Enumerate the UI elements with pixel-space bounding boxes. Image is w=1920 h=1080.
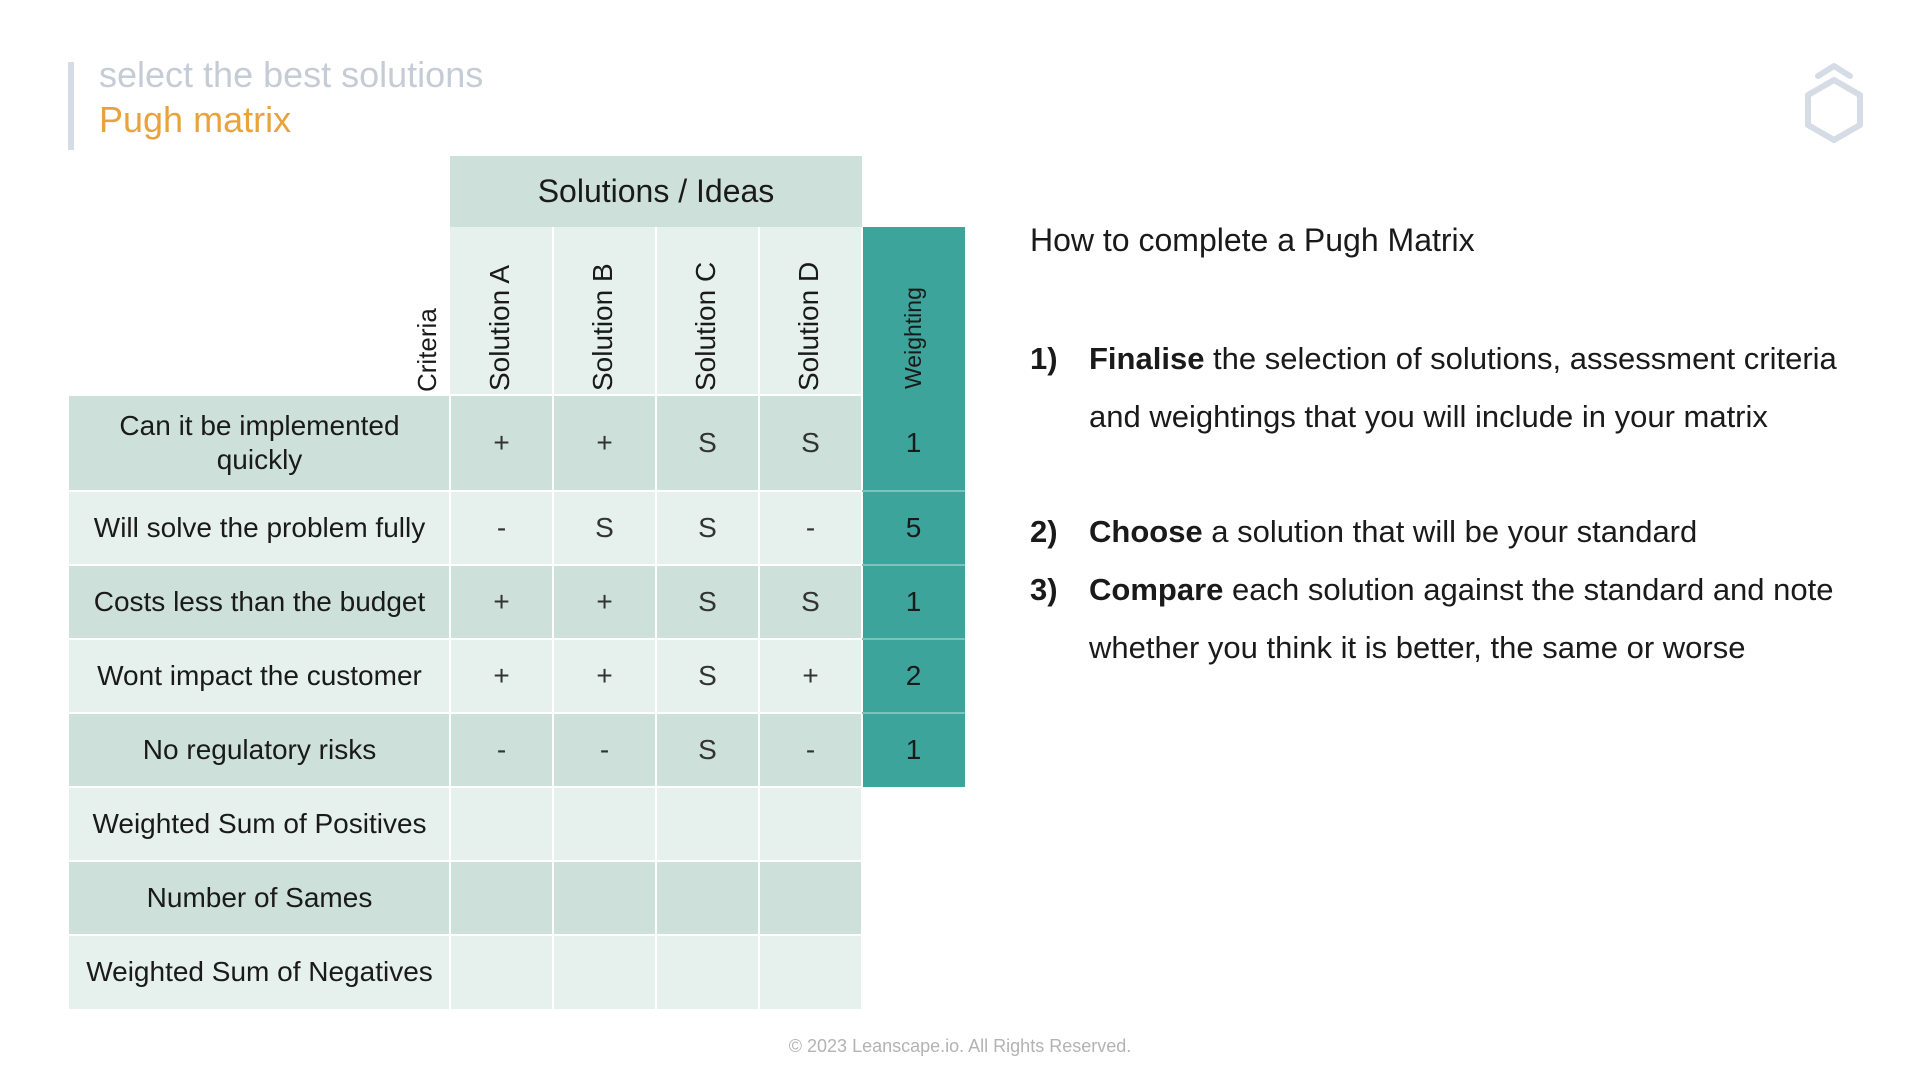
score-cell: + xyxy=(553,395,656,491)
score-cell: S xyxy=(553,491,656,565)
summary-label: Number of Sames xyxy=(69,861,450,935)
grid-line xyxy=(69,712,862,714)
criterion-label: Wont impact the customer xyxy=(69,639,450,713)
score-cell: + xyxy=(450,639,553,713)
grid-line xyxy=(69,860,862,862)
score-cell: - xyxy=(450,491,553,565)
grid-line xyxy=(862,564,965,566)
weighting-cell: 5 xyxy=(862,491,965,565)
grid-line xyxy=(862,712,965,714)
grid-line xyxy=(69,490,862,492)
grid-line xyxy=(449,395,451,1009)
criteria-header: Criteria xyxy=(412,308,442,392)
summary-cell xyxy=(553,935,656,1009)
title-accent-bar xyxy=(68,62,74,150)
criterion-label: Will solve the problem fully xyxy=(69,491,450,565)
summary-cell xyxy=(553,861,656,935)
score-cell: S xyxy=(759,395,862,491)
weighting-cell: 2 xyxy=(862,639,965,713)
score-cell: - xyxy=(553,713,656,787)
grid-line xyxy=(758,227,760,1009)
score-cell: + xyxy=(450,395,553,491)
grid-line xyxy=(862,490,965,492)
step-description: each solution against the standard and note whether you think it is better, the same or worse xyxy=(1089,572,1834,665)
summary-cell xyxy=(759,861,862,935)
summary-cell xyxy=(759,787,862,861)
footer-copyright: © 2023 Leanscape.io. All Rights Reserved. xyxy=(788,1036,1132,1056)
page-title: Pugh matrix xyxy=(99,99,292,140)
score-cell: - xyxy=(759,491,862,565)
summary-cell xyxy=(656,787,759,861)
summary-cell xyxy=(553,787,656,861)
step-keyword: Finalise xyxy=(1089,341,1205,376)
score-cell: + xyxy=(553,565,656,639)
weighting-cell: 1 xyxy=(862,565,965,639)
summary-cell xyxy=(450,861,553,935)
step-keyword: Choose xyxy=(1089,514,1203,549)
summary-cell xyxy=(450,787,553,861)
score-cell: S xyxy=(656,713,759,787)
score-cell: S xyxy=(656,491,759,565)
solutions-group-header: Solutions / Ideas xyxy=(450,156,862,227)
score-cell: - xyxy=(759,713,862,787)
step-number: 3) xyxy=(1030,572,1058,607)
score-cell: + xyxy=(759,639,862,713)
page-subtitle: select the best solutions xyxy=(99,54,484,95)
step-text xyxy=(1089,561,1849,677)
grid-line xyxy=(69,394,862,396)
summary-cell xyxy=(450,935,553,1009)
score-cell: S xyxy=(656,565,759,639)
step-text xyxy=(1089,503,1849,561)
hexagon-logo-icon xyxy=(1800,58,1868,144)
solution-header: Solution B xyxy=(587,263,618,391)
solution-header: Solution A xyxy=(484,264,515,391)
grid-line xyxy=(655,227,657,1009)
score-cell: S xyxy=(759,565,862,639)
summary-label: Weighted Sum of Negatives xyxy=(69,935,450,1009)
weighting-header: Weighting xyxy=(900,287,926,389)
grid-line xyxy=(69,786,862,788)
score-cell: + xyxy=(553,639,656,713)
step-number: 1) xyxy=(1030,341,1058,376)
grid-line xyxy=(861,227,863,1009)
weighting-cell: 1 xyxy=(862,395,965,491)
instructions-title: How to complete a Pugh Matrix xyxy=(1030,222,1475,258)
criterion-label: Costs less than the budget xyxy=(69,565,450,639)
summary-cell xyxy=(759,935,862,1009)
grid-line xyxy=(69,638,862,640)
step-description: a solution that will be your standard xyxy=(1202,514,1698,549)
step-text xyxy=(1089,330,1849,446)
step-keyword: Compare xyxy=(1089,572,1224,607)
solution-header: Solution C xyxy=(690,261,721,391)
score-cell: S xyxy=(656,639,759,713)
step-description: the selection of solutions, assessment criteria and weightings that you will include in your matrix xyxy=(1089,341,1837,434)
score-cell: S xyxy=(656,395,759,491)
weighting-cell: 1 xyxy=(862,713,965,787)
solution-header: Solution D xyxy=(793,261,824,391)
score-cell: - xyxy=(450,713,553,787)
summary-label: Weighted Sum of Positives xyxy=(69,787,450,861)
grid-line xyxy=(69,934,862,936)
score-cell: + xyxy=(450,565,553,639)
summary-cell xyxy=(656,861,759,935)
grid-line xyxy=(69,564,862,566)
step-number: 2) xyxy=(1030,514,1058,549)
criterion-label: No regulatory risks xyxy=(69,713,450,787)
criterion-label: Can it be implemented quickly xyxy=(69,395,450,491)
grid-line xyxy=(862,638,965,640)
summary-cell xyxy=(656,935,759,1009)
grid-line xyxy=(552,227,554,1009)
